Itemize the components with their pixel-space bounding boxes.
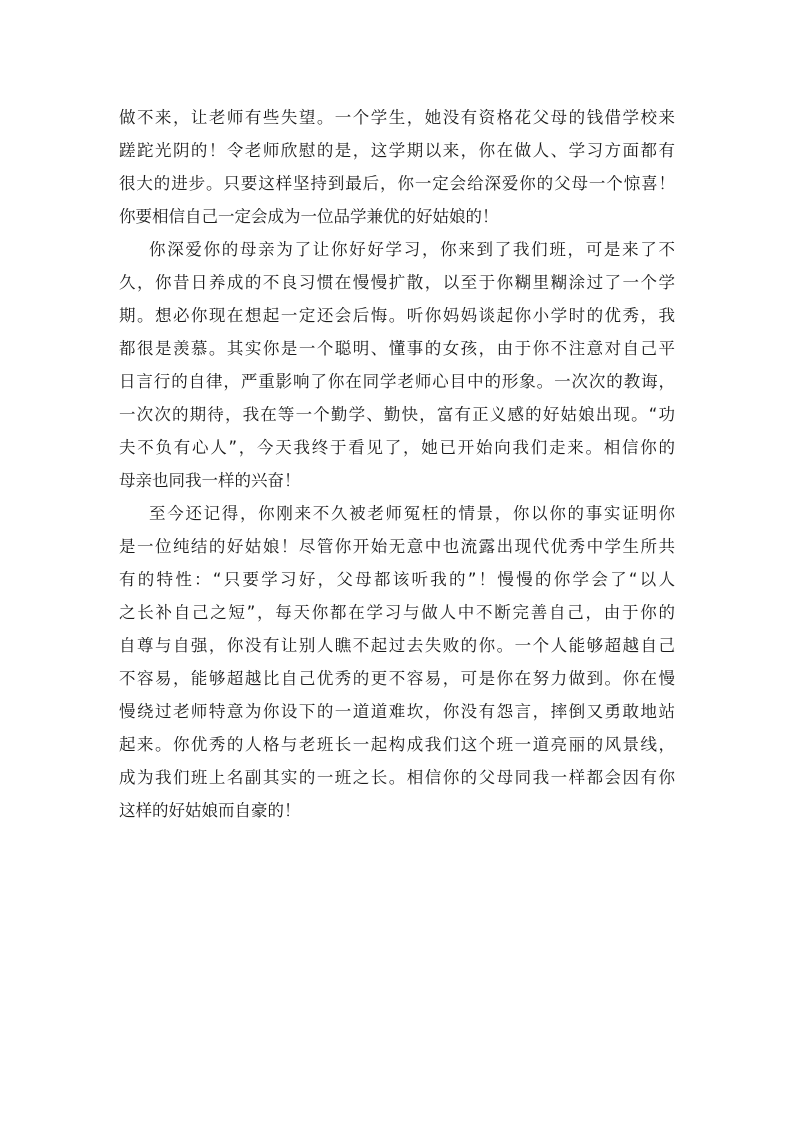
paragraph-3-line-3: 有的特性：“只要学习好，父母都该听我的”！慢慢的你学会了“以人 [119, 570, 675, 589]
paragraph-1-line-4: 你要相信自己一定会成为一位品学兼优的好姑娘的！ [119, 207, 499, 226]
paragraph-1-line-2: 蹉跎光阴的！令老师欣慰的是，这学期以来，你在做人、学习方面都有 [119, 141, 675, 160]
paragraph-2-line-6: 一次次的期待，我在等一个勤学、勤快，富有正义感的好姑娘出现。“功 [119, 405, 675, 424]
paragraph-3-line-1: 至今还记得，你刚来不久被老师冤枉的情景，你以你的事实证明你 [149, 504, 675, 523]
paragraph-2-line-1: 你深爱你的母亲为了让你好好学习，你来到了我们班，可是来了不 [149, 240, 675, 259]
paragraph-3-line-6: 不容易，能够超越比自己优秀的更不容易，可是你在努力做到。你在慢 [119, 669, 675, 688]
paragraph-2-line-3: 期。想必你现在想起一定还会后悔。听你妈妈谈起你小学时的优秀，我 [119, 306, 675, 325]
paragraph-2-line-2: 久，你昔日养成的不良习惯在慢慢扩散，以至于你糊里糊涂过了一个学 [119, 273, 675, 292]
paragraph-3-line-7: 慢绕过老师特意为你设下的一道道难坎，你没有怨言，摔倒又勇敢地站 [119, 702, 675, 721]
paragraph-2-line-4: 都很是羡慕。其实你是一个聪明、懂事的女孩，由于你不注意对自己平 [119, 339, 675, 358]
paragraph-3-line-8: 起来。你优秀的人格与老班长一起构成我们这个班一道亮丽的风景线， [119, 735, 675, 754]
paragraph-1-line-1: 做不来，让老师有些失望。一个学生，她没有资格花父母的钱借学校来 [119, 108, 675, 127]
paragraph-2-line-7: 夫不负有心人”，今天我终于看见了，她已开始向我们走来。相信你的 [119, 438, 675, 457]
paragraph-2-line-5: 日言行的自律，严重影响了你在同学老师心目中的形象。一次次的教诲， [119, 372, 675, 391]
paragraph-3-line-2: 是一位纯结的好姑娘！尽管你开始无意中也流露出现代优秀中学生所共 [119, 537, 675, 556]
paragraph-1-line-3: 很大的进步。只要这样坚持到最后，你一定会给深爱你的父母一个惊喜！ [119, 174, 675, 193]
paragraph-3-line-4: 之长补自己之短”，每天你都在学习与做人中不断完善自己，由于你的 [119, 603, 675, 622]
paragraph-3-line-10: 这样的好姑娘而自豪的！ [119, 801, 301, 820]
paragraph-3-line-5: 自尊与自强，你没有让别人瞧不起过去失败的你。一个人能够超越自己 [119, 636, 675, 655]
document-body [119, 101, 675, 827]
paragraph-3-line-9: 成为我们班上名副其实的一班之长。相信你的父母同我一样都会因有你 [119, 768, 675, 787]
paragraph-2-line-8: 母亲也同我一样的兴奋！ [119, 471, 301, 490]
